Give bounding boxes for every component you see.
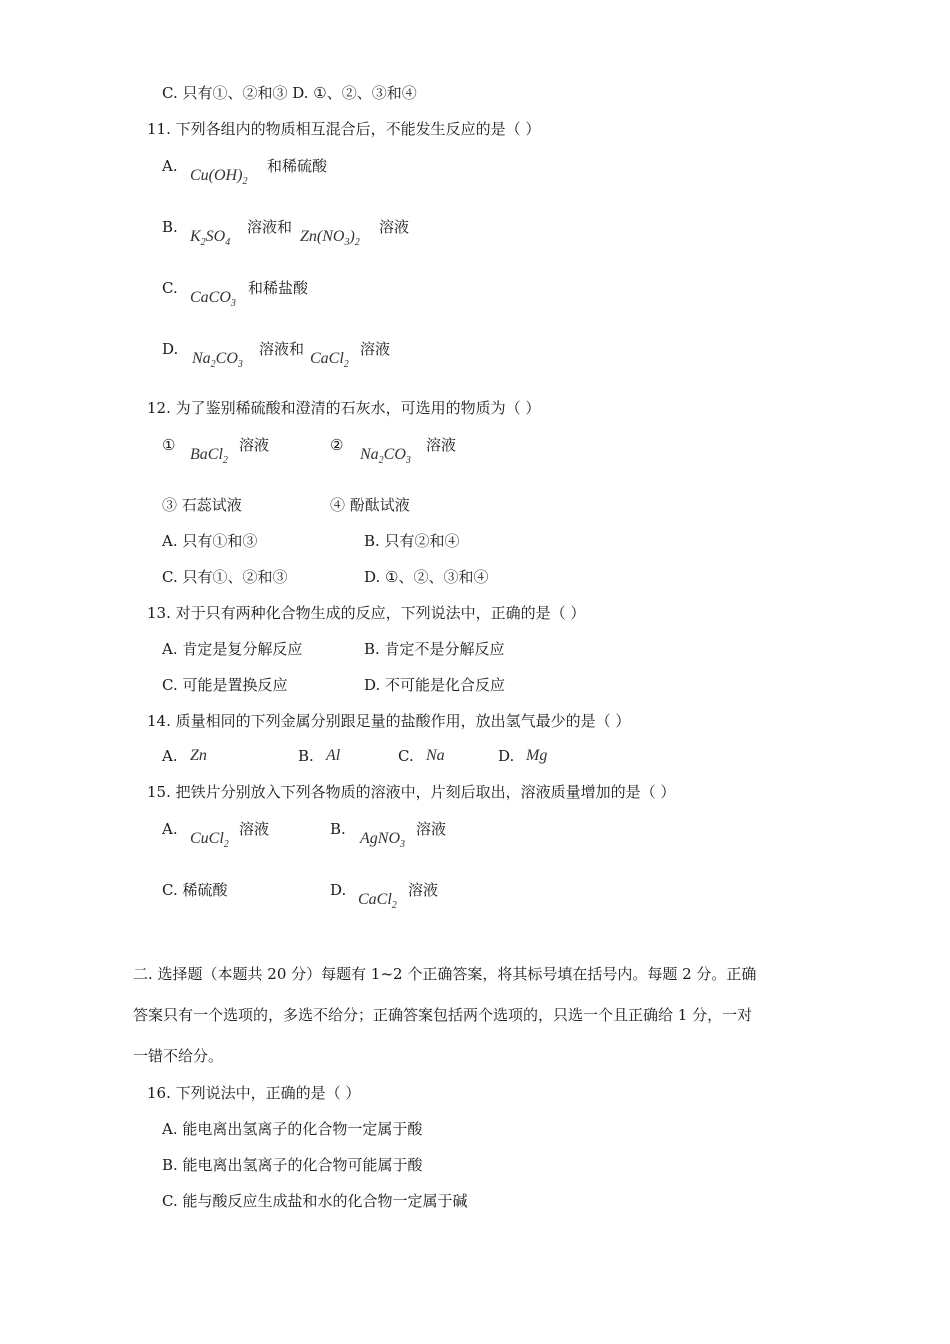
q16-option-c: C. 能与酸反应生成盐和水的化合物一定属于碱 (162, 1192, 468, 1210)
q13-option-c: C. 可能是置换反应 (162, 676, 288, 694)
q14-d-value: Mg (526, 747, 548, 764)
q12-option-b: B. 只有②和④ (364, 532, 460, 550)
q16-stem: 16. 下列说法中，正确的是（ ） (147, 1084, 361, 1102)
q15-d-tail: 溶液 (408, 881, 439, 899)
q12-item1-marker: ① (162, 436, 176, 454)
q14-b-label: B. (298, 747, 314, 765)
q12-item3: ③ 石蕊试液 (162, 496, 242, 514)
q11-a-tail: 和稀硫酸 (267, 157, 328, 175)
q14-stem: 14. 质量相同的下列金属分别跟足量的盐酸作用，放出氢气最少的是（ ） (147, 712, 631, 730)
q15-d-formula: CaCl$_2$ (358, 891, 397, 911)
q13-option-a: A. 肯定是复分解反应 (162, 640, 303, 658)
q12-option-d: D. ①、②、③和④ (364, 568, 489, 586)
q11-stem: 11. 下列各组内的物质相互混合后，不能发生反应的是（ ） (147, 120, 541, 138)
q11-b-formula1: $K_2SO_4$ (190, 228, 231, 248)
q12-item2-tail: 溶液 (426, 436, 457, 454)
q12-item2-marker: ② (330, 436, 344, 454)
q14-a-value: Zn (190, 747, 207, 764)
q11-c-formula: CaCO$_3$ (190, 289, 236, 309)
q11-b-formula2: $Zn(NO_3)_2$ (300, 228, 360, 248)
q11-d-formula1: $Na_2CO_3$ (192, 350, 243, 370)
q12-option-c: C. 只有①、②和③ (162, 568, 288, 586)
q11-b-mid: 溶液和 (247, 218, 293, 236)
q14-c-label: C. (398, 747, 414, 765)
q14-c-value: Na (426, 747, 445, 764)
q15-stem: 15. 把铁片分别放入下列各物质的溶液中，片刻后取出，溶液质量增加的是（ ） (147, 783, 676, 801)
q12-item1-formula: BaCl$_2$ (190, 446, 228, 466)
q11-c-tail: 和稀盐酸 (248, 279, 309, 297)
q11-d-label: D. (162, 340, 179, 358)
q11-d-tail: 溶液 (360, 340, 391, 358)
q11-a-formula: $Cu(OH)_2$ (190, 167, 248, 187)
q13-option-b: B. 肯定不是分解反应 (364, 640, 505, 658)
q11-c-label: C. (162, 279, 178, 297)
q11-d-formula2: CaCl$_2$ (310, 350, 349, 370)
q13-stem: 13. 对于只有两种化合物生成的反应，下列说法中，正确的是（ ） (147, 604, 586, 622)
q12-stem: 12. 为了鉴别稀硫酸和澄清的石灰水，可选用的物质为（ ） (147, 399, 541, 417)
q16-option-b: B. 能电离出氢离子的化合物可能属于酸 (162, 1156, 423, 1174)
q15-a-label: A. (162, 820, 178, 838)
q14-a-label: A. (162, 747, 178, 765)
section2-instructions-line2: 答案只有一个选项的，多选不给分；正确答案包括两个选项的，只选一个且正确给 1 分，一对 (133, 1006, 753, 1024)
q12-item1-tail: 溶液 (239, 436, 270, 454)
q15-b-label: B. (330, 820, 346, 838)
q14-d-label: D. (498, 747, 515, 765)
q15-a-tail: 溶液 (239, 820, 270, 838)
q11-a-label: A. (162, 157, 178, 175)
q12-item2-formula: $Na_2CO_3$ (360, 446, 411, 466)
q11-b-label: B. (162, 218, 178, 236)
q11-d-mid: 溶液和 (259, 340, 305, 358)
q12-option-a: A. 只有①和③ (162, 532, 258, 550)
q15-a-formula: CuCl$_2$ (190, 830, 229, 850)
q12-item4: ④ 酚酞试液 (330, 496, 410, 514)
q15-b-formula: AgNO$_3$ (360, 830, 405, 850)
q15-d-label: D. (330, 881, 347, 899)
q16-option-a: A. 能电离出氢离子的化合物一定属于酸 (162, 1120, 423, 1138)
section2-instructions-line1: 二. 选择题（本题共 20 分）每题有 1~2 个正确答案，将其标号填在括号内。每题 2 分。正确 (133, 965, 757, 983)
q15-option-c: C. 稀硫酸 (162, 881, 228, 899)
q11-b-tail: 溶液 (379, 218, 410, 236)
q14-b-value: Al (326, 747, 341, 764)
q13-option-d: D. 不可能是化合反应 (364, 676, 506, 694)
section2-instructions-line3: 一错不给分。 (133, 1047, 224, 1065)
q10-options-cd: C. 只有①、②和③ D. ①、②、③和④ (162, 84, 417, 102)
q15-b-tail: 溶液 (416, 820, 447, 838)
